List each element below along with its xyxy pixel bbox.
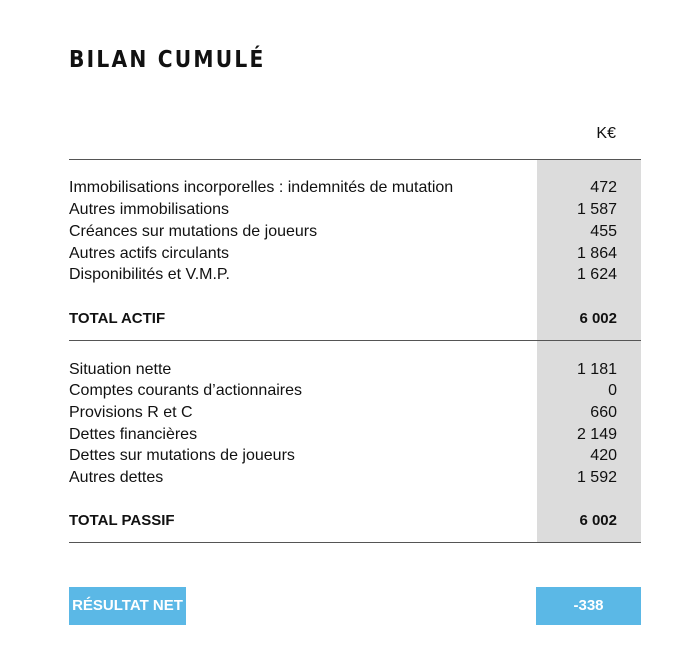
row-value: 1 864 <box>576 245 617 262</box>
row-value: 0 <box>608 382 617 399</box>
table-row <box>69 424 617 446</box>
row-value: 660 <box>590 404 617 421</box>
row-value: 420 <box>590 447 617 464</box>
row-value: 2 149 <box>576 426 617 443</box>
row-label: Comptes courants d’actionnaires <box>69 382 303 399</box>
page-title: BILAN CUMULÉ <box>69 47 266 73</box>
row-label: Dettes sur mutations de joueurs <box>69 447 295 464</box>
table-row <box>69 402 617 424</box>
resultat-net-label: RÉSULTAT NET <box>69 587 186 625</box>
table-row <box>69 359 617 381</box>
table-row <box>69 264 617 286</box>
unit-label: K€ <box>596 125 616 142</box>
table-row <box>69 199 617 221</box>
divider-bottom <box>69 542 641 543</box>
row-value: 1 592 <box>576 469 617 486</box>
table-row <box>69 177 617 199</box>
row-label: Situation nette <box>69 361 172 378</box>
table-row <box>69 243 617 265</box>
total-passif-row <box>69 510 617 532</box>
row-label: Autres dettes <box>69 469 164 486</box>
table-row <box>69 467 617 489</box>
row-label: Dettes financières <box>69 426 198 443</box>
row-label: Autres immobilisations <box>69 201 230 218</box>
row-label: Provisions R et C <box>69 404 193 421</box>
table-row <box>69 221 617 243</box>
resultat-net-value: -338 <box>536 587 641 625</box>
divider-top <box>69 159 641 160</box>
row-label: Disponibilités et V.M.P. <box>69 266 230 283</box>
divider-middle <box>69 340 641 341</box>
table-row <box>69 445 617 467</box>
row-value: 472 <box>590 179 617 196</box>
row-value: 455 <box>590 223 617 240</box>
total-actif-row <box>69 308 617 330</box>
row-label: Autres actifs circulants <box>69 245 230 262</box>
row-label: Créances sur mutations de joueurs <box>69 223 318 240</box>
row-label: Immobilisations incorporelles : indemnités de mutation <box>69 179 454 196</box>
total-passif-label: TOTAL PASSIF <box>69 512 175 529</box>
row-value: 1 624 <box>576 266 617 283</box>
total-passif-value: 6 002 <box>579 512 617 529</box>
row-value: 1 587 <box>576 201 617 218</box>
row-value: 1 181 <box>576 361 617 378</box>
table-row <box>69 380 617 402</box>
total-actif-value: 6 002 <box>579 310 617 327</box>
total-actif-label: TOTAL ACTIF <box>69 310 166 327</box>
